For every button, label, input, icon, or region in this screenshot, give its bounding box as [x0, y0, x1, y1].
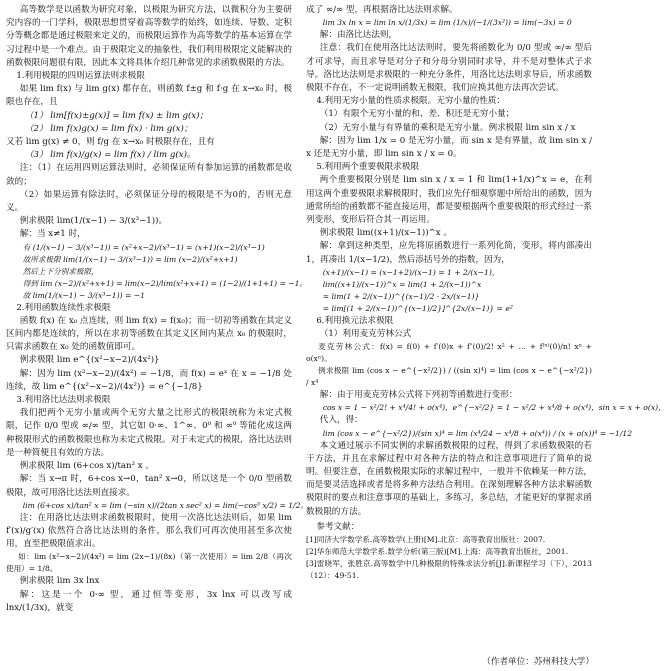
intro-paragraph: 高等数学是以函数为研究对象，以极限为研究方法，以微积分为主要研究内容的一门学科，极限思想贯穿着高等数学的始终，如连续、导数、定积分等概念都是通过极限来定义的，而极限运算作为高等数学的基本运算在学习过程中是一个难点。由于极限定义的抽象性，我们利用极限定义能解决的函数极限问题很有限，因此本文将具体介绍几种常见的求函数极限的方法。: [6, 5, 292, 68]
section-3-title: 3.利用洛比达法则求极限: [16, 395, 111, 406]
solution-6-line-3: 代入，得：: [319, 415, 363, 426]
solution-4: 解：这是一个 0·∞ 型，通过恒等变形，3x lnx 可以改写成 lnx/(1/3x)，就变: [6, 589, 292, 613]
example-4: 例求极限 lim 3x lnx: [19, 576, 100, 587]
section-3-text: 我们把两个无穷小量或两个无穷大量之比形式的极限统称为未定式极限，记作 0/0 型或 ∞/∞ 型，其它如 0·∞、1^∞、0⁰ 和 ∞⁰ 等能化成这两种极限形式的函数极限也称为未定式极限。对于未定式的极限，洛比达法则是一种简便且有效的方法。: [6, 408, 292, 458]
section-4-solution: 解：因为 lim 1/x = 0 是无穷小量，而 sin x 是有界量，故 lim sin x / x 还是无穷小量，即 lim sin x / x = 0。: [306, 135, 592, 160]
solution-1-line-1: 解：当 x≠1 时，: [19, 229, 86, 240]
solution-5-line-5: = lim[(1 + 2/(x−1))^{(x−1)/2}]^{2x/(x−1)} = e²: [322, 303, 513, 313]
references: [306, 521, 592, 582]
solution-2: 解：因为 lim (x²−x−2)/(4x²) = −1/8，而 f(x) = eˣ 在 x = −1/8 处连续，故 lim e^{(x²−x−2)/(4x²)} = e^{−1/8}: [6, 368, 292, 392]
solution-1-line-2: 有 (1/(x−1) − 3/(x³−1)) = (x²+x−2)/(x³−1) = (x+1)(x−2)/(x³−1): [22, 242, 265, 252]
formula-1: （1） lim[f(x)±g(x)] = lim f(x) ± lim g(x)；: [24, 110, 209, 121]
example-3: 例求极限 lim (6+cos x)/tan² x 。: [19, 461, 154, 472]
solution-1-line-5: 得到 lim (x−2)/(x²+x+1) = lim(x−2)/lim(x²+x+1) = (1−2)/(1+1+1) = −1。: [22, 278, 308, 288]
section-1-text: 如果 lim f(x) 与 lim g(x) 都存在，则函数 f±g 和 f·g 在 x→x₀ 时，极限也存在，且: [6, 84, 292, 108]
solution-5-line-1: 解：拿到这种类型，应先将原函数进行一系列化简，变形，将内部凑出 1，再凑出 1/(x−1/2)，然后添括号外的指数，因为，: [306, 241, 592, 265]
section-4-title: 4.利用无穷小量的性质求极限。无穷小量的性质：: [316, 96, 505, 107]
continuation-1: 成了 ∞/∞ 型，再根据洛比达法则求解。: [306, 5, 458, 15]
right-column: [306, 4, 666, 582]
example-2: 例求极限 lim e^{(x²−x−2)/(4x²)}: [19, 355, 160, 366]
section-4-property-1: （1）有限个无穷小量的和、差、积还是无穷小量；: [319, 109, 515, 120]
continuation-2: 解：由洛比达法则，: [319, 30, 398, 41]
section-1-text-2: 又若 lim g(x) ≠ 0，则 f/g 在 x→x₀ 时极限存在，且有: [6, 137, 215, 148]
solution-1-line-6: 故 lim(1/(x−1) − 3/(x³−1)) = −1: [22, 290, 145, 300]
section-4-property-2: （2）无穷小量与有界量的乘积是无穷小量。例求极限 lim sin x / x: [319, 122, 576, 133]
summary-paragraph: 本文通过展示不同实例的求解函数极限的过程，得到了求函数极限的若干方法，并且在求解过程中对各种方法的特点和注意事项进行了简单的说明。但要注意，在函数极限实际的求解过程中，一般并不依赖某一种方法，而是要灵活选择或者是将多种方法结合利用。在深刻理解各种方法求解函数极限时的要点和注意事项的基础上，多练习，多总结，才能更好的掌握求函数极限的方法。: [306, 440, 592, 517]
section-6-subtitle: （1）利用麦克劳林公式: [319, 329, 412, 340]
example-6: 例求极限 lim (cos x − e^{−x²/2}) / ((sin x)⁴) = lim (cos x − e^{−x²/2}) / x⁴: [306, 366, 592, 388]
reference-1: [1]同济大学数学系.高等数学(上册)[M].北京：高等教育出版社：2007.: [306, 535, 546, 545]
solution-5-line-3: lim((x+1)/(x−1))^x = lim(1 + 2/(x−1))^x: [322, 279, 482, 289]
section-1-title: 1.利用极限的四则运算法则求极限: [16, 71, 145, 82]
solution-1-line-3: 故所求极限 lim(1/(x−1) − 3/(x³−1)) = lim (x−2)/(x²+x+1): [22, 254, 238, 264]
section-5-text: 两个重要极限分别是 lim sin x / x = 1 和 lim(1+1/x)^x = e，在利用这两个重要极限求解极限时，我们应先仔细观察题中所给出的函数，因为通常所给的函数都不能直接运用，都是要根据两个重要极限的形式经过一系列变形，变形后符合其一再运用。: [306, 175, 592, 226]
solution-6-line-4: lim (cos x − e^{−x²/2})/(sin x)⁴ = lim (x⁴/24 − x⁴/8 + o(x⁴)) / (x + o(x))⁴ = −1/12: [322, 428, 633, 438]
solution-3-line-1: 解：当 x→π 时，6+cos x→0，tan² x→0，所以这是一个 0/0 型函数极限，故可用洛比达法则直接求。: [6, 474, 292, 498]
solution-3-line-2: lim (6+cos x)/tan² x = lim (−sin x)/(2tan x sec² x) = lim(−cos³ x/2) = 1/2。: [22, 500, 309, 510]
example-5: 例求极限 lim((x+1)/(x−1))^x 。: [319, 228, 452, 239]
example-3b: 如：lim (x²−x−2)/(4x²) = lim (2x−1)/(8x)（第一次使用）= lim 2/8（再次使用）= 1/8。: [6, 552, 292, 574]
section-3-note: 注：在用洛比达法则求函数极限时，使用一次洛比达法则后，如果 lim f′(x)/g′(x) 依然符合洛比达法则的条件，那么我们可再次使用甚至多次使用，直至把极限值求出。: [6, 512, 292, 550]
solution-6-line-2: cos x = 1 − x²/2! + x⁴/4! + o(x⁴)，e^{−x²/2} = 1 − x²/2 + x⁴/8 + o(x⁴)，sin x = x + o(x)，: [322, 403, 666, 413]
maclaurin-formula: 麦克劳林公式：f(x) = f(0) + f′(0)x + f″(0)/2! x² + … + f⁽ⁿ⁾(0)/n! xⁿ + o(xⁿ)。: [306, 342, 592, 364]
solution-1-line-4: 然后上下分别求极限，: [22, 266, 99, 276]
formula-2: （2） lim f(x)g(x) = lim f(x) · lim g(x)；: [24, 123, 193, 134]
solution-6-line-1: 解：由于用麦克劳林公式将下列初等函数进行变形：: [319, 390, 518, 401]
solution-5-line-4: = lim(1 + 2/(x−1))^{(x−1)/2 · 2x/(x−1)}: [322, 291, 480, 301]
left-column: [6, 4, 309, 615]
example-1: 例求极限 lim(1/(x−1) − 3/(x³−1))。: [19, 216, 168, 227]
lhopital-note: 注意：我们在使用洛比达法则时，要先将函数化为 0/0 型或 ∞/∞ 型后才可求导，而且求导是对分子和分母分别同时求导，并不是对整体式子求导。洛比达法则是求极限的一种充分条件，用洛比达法则求导后，所求函数极限不存在，不一定说明函数无极限，我们应换其他方法再次尝试。: [306, 43, 592, 94]
section-5-title: 5.利用两个重要极限求极限: [316, 162, 420, 173]
section-2-title: 2.利用函数连续性求极限: [16, 302, 111, 313]
references-title: 参考文献：: [316, 521, 360, 532]
note-1: 注：（1）在运用四则运算法则时，必须保证所有参加运算的函数都是收敛的；: [6, 163, 292, 187]
reference-2: [2]华东师范大学数学系.数学分析(第三版)[M].上海：高等教育出版社，2001.: [306, 547, 568, 557]
section-2-text: 函数 f(x) 在 x₀ 点连续，则 lim f(x) = f(x₀)；而一切初等函数在其定义区间内都是连续的，所以在求初等函数在其定义区间内某点 x₀ 的极限时，只需求函数在 x₀ 处的函数值即可。: [6, 315, 292, 353]
author-affiliation: （作者单位：苏州科技大学）: [482, 657, 594, 667]
note-2: （2）如果运算有除法时，必须保证分母的极限是不为0的，否则无意义。: [6, 189, 292, 214]
reference-3: [3]雷晓军，张胜京.高等数学中几种极限的特殊求法分析[J].新课程学习（下），2013（12）：49-51.: [306, 559, 592, 581]
continuation-formula: lim 3x ln x = lim ln x/(1/3x) = lim (1/x)/(−1/(3x²)) = lim(−3x) = 0: [322, 18, 572, 28]
solution-5-line-2: (x+1)/(x−1) = (x−1+2)/(x−1) = 1 + 2/(x−1)，: [322, 267, 500, 277]
formula-3: （3） lim f(x)/g(x) = lim f(x) / lim g(x)。: [24, 150, 196, 161]
section-6-title: 6.利用换元法求极限: [316, 315, 394, 326]
